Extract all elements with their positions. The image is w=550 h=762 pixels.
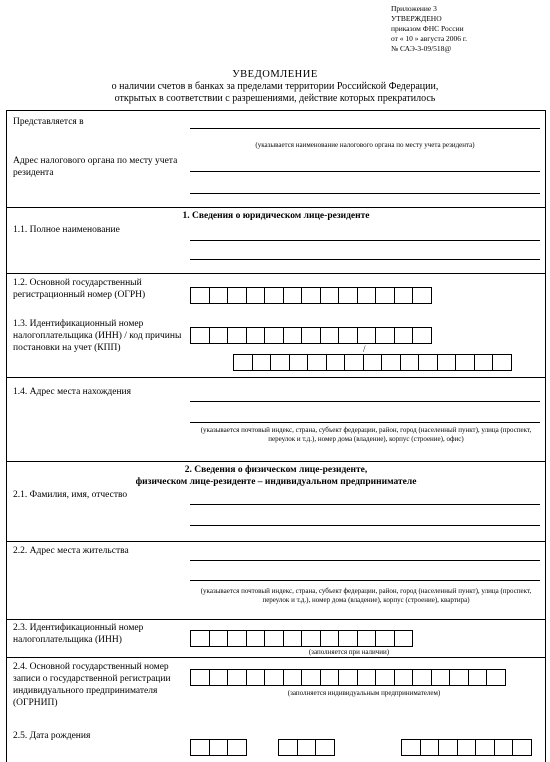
digit-cell[interactable]	[283, 287, 303, 304]
approval-line: от « 10 » августа 2006 г.	[391, 34, 468, 43]
digit-cell[interactable]	[449, 669, 469, 686]
digit-cell[interactable]	[412, 669, 432, 686]
residence-label: 2.2. Адрес места жительства	[13, 546, 129, 556]
digit-cell[interactable]	[320, 669, 340, 686]
digit-cell[interactable]	[326, 354, 346, 371]
digit-cell[interactable]	[283, 669, 303, 686]
digit-cell[interactable]	[190, 287, 210, 304]
approval-line: УТВЕРЖДЕНО	[391, 14, 442, 23]
digit-cell[interactable]	[190, 739, 210, 756]
digit-cell[interactable]	[209, 287, 229, 304]
residence-note: (указывается почтовый индекс, страна, субъект федерации, район, город (населенный пункт), улица (проспект, переулок и т.д.), номер дома (владение), корпус (строение), квартира)	[200, 587, 532, 604]
digit-cell[interactable]	[437, 354, 457, 371]
digit-cell[interactable]	[375, 287, 395, 304]
digit-cell[interactable]	[297, 739, 317, 756]
digit-cell[interactable]	[283, 327, 303, 344]
digit-cell[interactable]	[357, 327, 377, 344]
digit-cell[interactable]	[283, 630, 303, 647]
digit-cell[interactable]	[209, 669, 229, 686]
document-title	[0, 69, 550, 105]
digit-cell[interactable]	[209, 739, 229, 756]
digit-cell[interactable]	[357, 287, 377, 304]
digit-cell[interactable]	[289, 354, 309, 371]
section-divider	[7, 461, 545, 462]
digit-cell[interactable]	[227, 669, 247, 686]
title-heading: УВЕДОМЛЕНИЕ	[232, 69, 318, 80]
inn-kpp-separator: /	[363, 344, 366, 354]
location-field[interactable]	[190, 401, 540, 402]
residence-field[interactable]	[190, 560, 540, 561]
digit-cell[interactable]	[209, 327, 229, 344]
residence-field[interactable]	[190, 580, 540, 581]
section2-header: физическом лице-резиденте – индивидуальном предпринимателе	[135, 477, 417, 487]
digit-cell[interactable]	[246, 287, 266, 304]
tax-address-field[interactable]	[190, 171, 540, 172]
digit-cell[interactable]	[431, 669, 451, 686]
ogrn-cells[interactable]	[190, 287, 431, 304]
digit-cell[interactable]	[190, 327, 210, 344]
notification-form	[6, 110, 546, 762]
digit-cell[interactable]	[320, 327, 340, 344]
digit-cell[interactable]	[252, 354, 272, 371]
full-name-label: 1.1. Полное наименование	[13, 225, 120, 235]
digit-cell[interactable]	[301, 287, 321, 304]
approval-stamp	[391, 4, 467, 54]
birth-date-label: 2.5. Дата рождения	[13, 731, 91, 741]
digit-cell[interactable]	[375, 669, 395, 686]
digit-cell[interactable]	[227, 630, 247, 647]
digit-cell[interactable]	[381, 354, 401, 371]
digit-cell[interactable]	[301, 630, 321, 647]
digit-cell[interactable]	[394, 327, 414, 344]
tax-authority-note: (указывается наименование налогового органа по месту учета резидента)	[255, 141, 475, 149]
section-divider	[7, 207, 545, 208]
digit-cell[interactable]	[375, 630, 395, 647]
digit-cell[interactable]	[320, 287, 340, 304]
location-field[interactable]	[190, 422, 540, 423]
title-subtitle: открытых в соответствии с разрешениями, действие которых прекратилось	[114, 93, 436, 104]
birth-month-cells[interactable]	[278, 739, 334, 756]
approval-line: приказом ФНС России	[391, 24, 464, 33]
presented-to-label: Представляется в	[13, 117, 84, 127]
digit-cell[interactable]	[475, 739, 495, 756]
ogrn-label: 1.2. Основной государственный регистрационный номер (ОГРН)	[13, 278, 146, 300]
inn-kpp-label: 1.3. Идентификационный номер налогоплательщика (ИНН) / код причины постановки на учет (КПП)	[13, 319, 182, 353]
digit-cell[interactable]	[394, 630, 414, 647]
inn-label: 2.3. Идентификационный номер налогоплательщика (ИНН)	[13, 623, 144, 645]
digit-cell[interactable]	[338, 287, 358, 304]
location-label: 1.4. Адрес места нахождения	[13, 387, 132, 397]
digit-cell[interactable]	[468, 669, 488, 686]
tax-address-field[interactable]	[190, 193, 540, 194]
digit-cell[interactable]	[264, 327, 284, 344]
digit-cell[interactable]	[246, 327, 266, 344]
digit-cell[interactable]	[338, 669, 358, 686]
tax-address-label: Адрес налогового органа по месту учета резидента	[13, 156, 178, 178]
inn-note: (заполняется при наличии)	[308, 648, 390, 656]
digit-cell[interactable]	[270, 354, 290, 371]
digit-cell[interactable]	[264, 287, 284, 304]
digit-cell[interactable]	[227, 327, 247, 344]
digit-cell[interactable]	[246, 630, 266, 647]
digit-cell[interactable]	[457, 739, 477, 756]
fio-field[interactable]	[190, 525, 540, 526]
digit-cell[interactable]	[494, 739, 514, 756]
digit-cell[interactable]	[375, 327, 395, 344]
digit-cell[interactable]	[338, 630, 358, 647]
digit-cell[interactable]	[420, 739, 440, 756]
digit-cell[interactable]	[227, 739, 247, 756]
section1-header: 1. Сведения о юридическом лице-резиденте	[182, 211, 370, 221]
digit-cell[interactable]	[307, 354, 327, 371]
digit-cell[interactable]	[278, 739, 298, 756]
digit-cell[interactable]	[209, 630, 229, 647]
section-divider	[7, 619, 545, 620]
section-divider	[7, 657, 545, 658]
digit-cell[interactable]	[246, 669, 266, 686]
digit-cell[interactable]	[412, 287, 432, 304]
section2-header: 2. Сведения о физическом лице-резиденте,	[184, 465, 368, 475]
full-name-field[interactable]	[190, 240, 540, 241]
digit-cell[interactable]	[400, 354, 420, 371]
title-subtitle: о наличии счетов в банках за пределами территории Российской Федерации,	[111, 81, 439, 92]
digit-cell[interactable]	[412, 327, 432, 344]
inn-cells[interactable]	[190, 630, 412, 647]
digit-cell[interactable]	[363, 354, 383, 371]
ogrnip-label: 2.4. Основной государственный номер записи о государственной регистрации индивидуального предпринимателя (ОГРНИП)	[13, 662, 171, 708]
digit-cell[interactable]	[338, 327, 358, 344]
approval-line: № САЭ-3-09/518@	[391, 44, 452, 53]
digit-cell[interactable]	[486, 669, 506, 686]
digit-cell[interactable]	[264, 630, 284, 647]
digit-cell[interactable]	[492, 354, 512, 371]
digit-cell[interactable]	[455, 354, 475, 371]
birth-day-cells[interactable]	[190, 739, 246, 756]
digit-cell[interactable]	[394, 669, 414, 686]
birth-year-cells[interactable]	[401, 739, 531, 756]
digit-cell[interactable]	[315, 739, 335, 756]
approval-line: Приложение 3	[391, 4, 437, 13]
section-divider	[7, 377, 545, 378]
digit-cell[interactable]	[190, 630, 210, 647]
section-divider	[7, 541, 545, 542]
digit-cell[interactable]	[438, 739, 458, 756]
fio-field[interactable]	[190, 504, 540, 505]
digit-cell[interactable]	[320, 630, 340, 647]
digit-cell[interactable]	[233, 354, 253, 371]
digit-cell[interactable]	[301, 669, 321, 686]
section-divider	[7, 273, 545, 274]
digit-cell[interactable]	[264, 669, 284, 686]
digit-cell[interactable]	[357, 630, 377, 647]
ogrnip-cells[interactable]	[190, 669, 505, 686]
kpp-cells[interactable]	[233, 354, 511, 371]
digit-cell[interactable]	[401, 739, 421, 756]
digit-cell[interactable]	[357, 669, 377, 686]
inn-cells[interactable]	[190, 327, 431, 344]
ogrnip-note: (заполняется индивидуальным предпринимателем)	[287, 689, 441, 697]
full-name-field[interactable]	[190, 259, 540, 260]
fio-label: 2.1. Фамилия, имя, отчество	[13, 490, 128, 500]
digit-cell[interactable]	[474, 354, 494, 371]
digit-cell[interactable]	[344, 354, 364, 371]
digit-cell[interactable]	[512, 739, 532, 756]
tax-authority-field[interactable]	[190, 128, 540, 129]
digit-cell[interactable]	[418, 354, 438, 371]
digit-cell[interactable]	[227, 287, 247, 304]
digit-cell[interactable]	[190, 669, 210, 686]
location-note: (указывается почтовый индекс, страна, субъект федерации, район, город (населенный пункт), улица (проспект, переулок и т.д.), номер дома (владение), корпус (строение), офис)	[200, 426, 532, 443]
digit-cell[interactable]	[394, 287, 414, 304]
digit-cell[interactable]	[301, 327, 321, 344]
